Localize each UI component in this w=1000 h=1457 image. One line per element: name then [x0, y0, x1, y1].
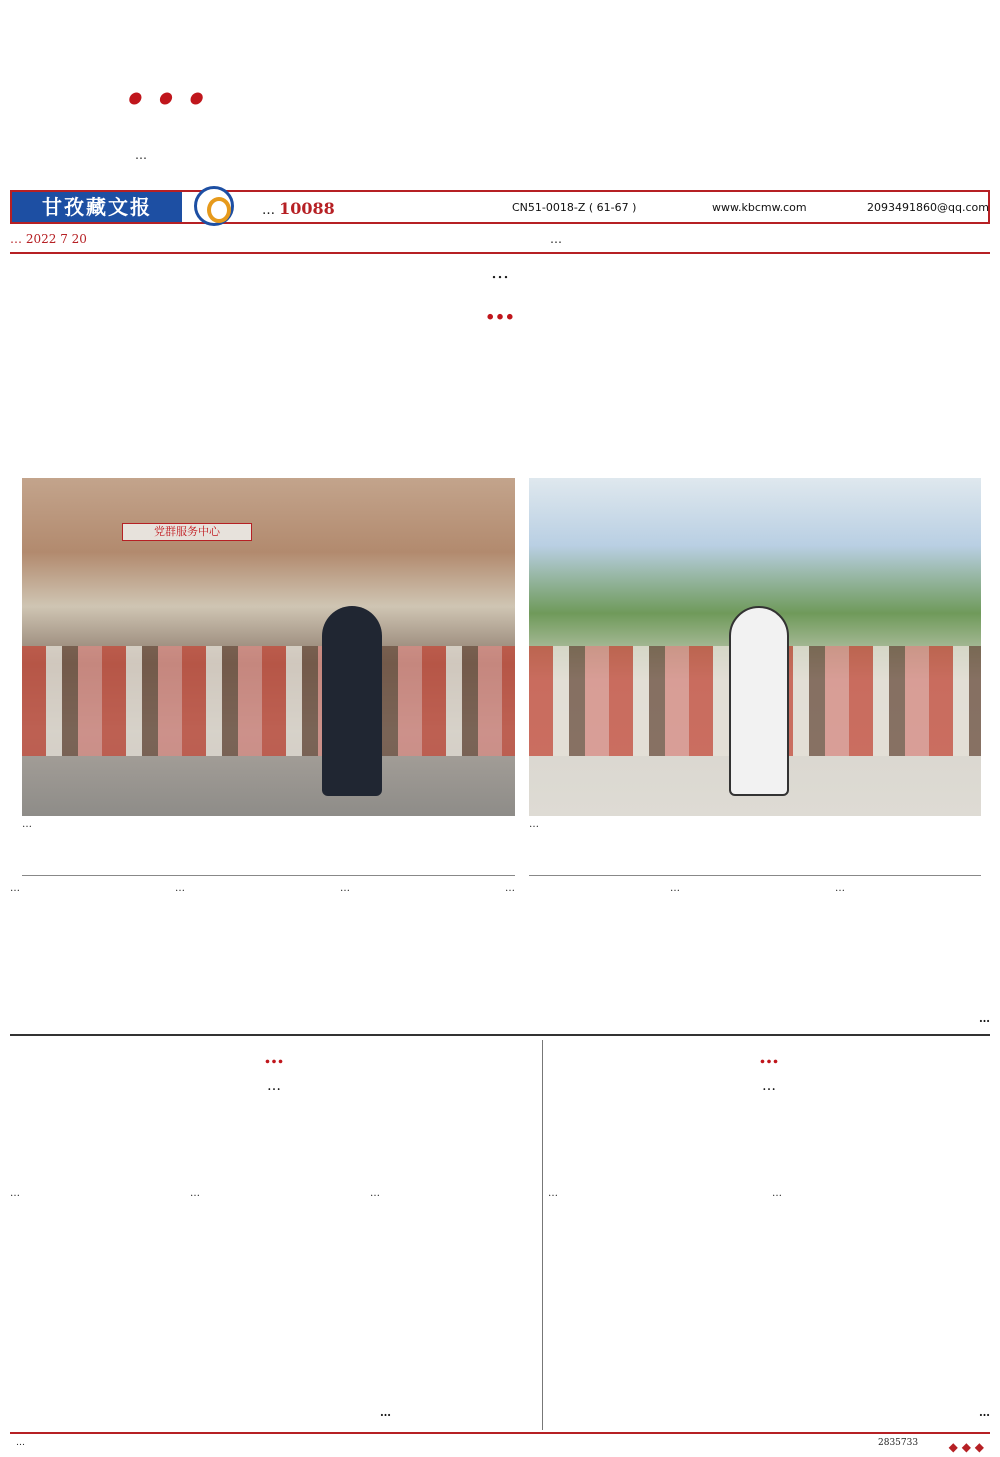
- lead-photo-right: [529, 478, 981, 816]
- story-right-subhead: …: [762, 1078, 776, 1094]
- footer: [10, 1432, 990, 1452]
- masthead-title: …: [120, 18, 216, 125]
- email-link[interactable]: 2093491860@qq.com: [867, 201, 989, 214]
- article-column: …: [505, 883, 515, 894]
- masthead: [40, 8, 960, 162]
- story-right-headline: …: [759, 1044, 779, 1068]
- newspaper-logo-icon: [194, 186, 234, 226]
- lead-headline-block: [10, 262, 990, 333]
- date-year: 2022: [25, 232, 57, 246]
- story-left-byline: …: [380, 1406, 391, 1419]
- lead-photo-left: [22, 478, 515, 816]
- story-right-byline: …: [979, 1406, 990, 1419]
- article-column: …: [670, 883, 680, 894]
- article-column: …: [340, 883, 350, 894]
- photo-figure: [729, 606, 789, 796]
- article-column: …: [175, 883, 185, 894]
- article-column: …: [10, 883, 20, 894]
- photo-caption-right: …: [529, 818, 981, 876]
- footer-number: 2835733: [878, 1438, 919, 1448]
- column-divider: [542, 1040, 543, 1430]
- story-left-subhead: …: [267, 1078, 281, 1094]
- article-column: …: [835, 883, 845, 894]
- photo-crowd: [22, 646, 515, 756]
- lead-byline: …: [979, 1012, 990, 1025]
- lead-kicker: …: [491, 262, 509, 283]
- dateline-right: …: [550, 232, 562, 246]
- divider: [10, 252, 990, 254]
- story-left: [10, 1040, 538, 1199]
- article-column: …: [772, 1188, 782, 1199]
- chinese-title: 甘孜藏文报: [12, 192, 182, 222]
- divider: [10, 1034, 990, 1036]
- ornament-icon: ◆ ◆ ◆: [948, 1440, 984, 1454]
- lead-headline: …: [485, 292, 515, 327]
- story-right: [548, 1040, 990, 1199]
- article-column: …: [190, 1188, 200, 1199]
- serial-number: … 10088: [262, 199, 335, 218]
- lead-article-columns: [10, 880, 990, 1028]
- date-day: 20: [71, 232, 87, 246]
- dateline: … 2022 7 20 …: [10, 232, 562, 246]
- photo-figure: [322, 606, 382, 796]
- article-column: …: [548, 1188, 558, 1199]
- footer-text: …: [16, 1438, 25, 1448]
- website-link[interactable]: www.kbcmw.com: [712, 201, 807, 214]
- article-column: …: [10, 1188, 20, 1199]
- date-month: 7: [60, 232, 68, 246]
- story-right-body: [548, 1186, 990, 1446]
- article-column: …: [370, 1188, 380, 1199]
- photo-caption-left: …: [22, 818, 515, 876]
- cn-number: CN51-0018-Z ( 61-67 ): [512, 201, 637, 214]
- masthead-subtitle: …: [135, 148, 147, 162]
- story-left-body: [10, 1186, 538, 1446]
- info-bar: [10, 190, 990, 224]
- story-left-headline: …: [264, 1044, 284, 1068]
- building-sign: 党群服务中心: [122, 523, 252, 541]
